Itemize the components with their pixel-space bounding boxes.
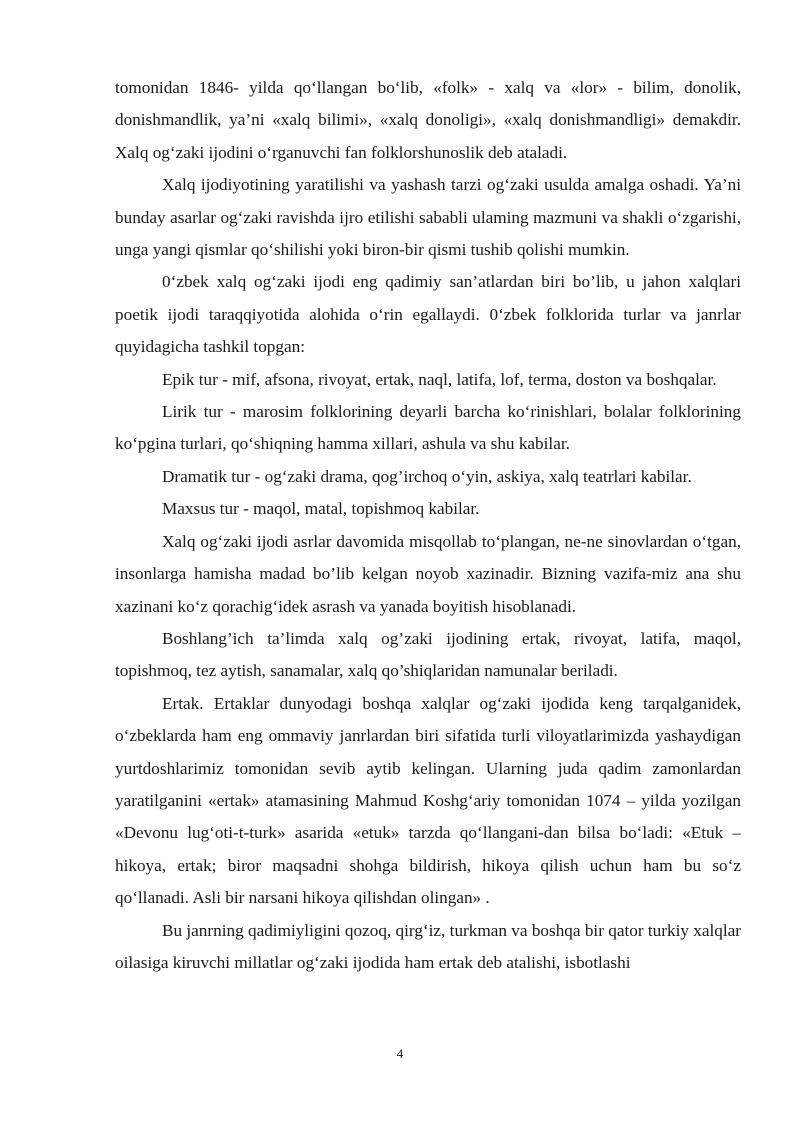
page-number: 4 — [396, 1046, 404, 1061]
paragraph-special-genre: Maxsus tur - maqol, matal, topishmoq kabilar. — [162, 499, 480, 519]
paragraph-continuation: tomonidan 1846- yilda qo‘llangan bo‘lib, «folk» - xalq va «lor» - bilim, donolik, donishmandlik, ya’ni «xalq bilimi», «xalq donoligi», «xalq donishmandligi» demakdir. Xalq og‘zaki ijodini o‘rganuvchi fan folklorshunoslik deb ataladi. — [115, 78, 741, 162]
document-page — [115, 72, 741, 979]
paragraph-primary-education: Boshlang’ich ta’limda xalq og’zaki ijodining ertak, rivoyat, latifa, maqol, topishmoq, tez aytish, sanamalar, xalq qo’shiqlaridan namunalar beriladi. — [115, 628, 741, 681]
paragraph-treasure: Xalq og‘zaki ijodi asrlar davomida misqollab to‘plangan, ne-ne sinovlardan o‘tgan, insonlarga hamisha madad bo’lib kelgan noyob xazinadir. Bizning vazifa-miz ana shu xazinani ko‘z qorachig‘idek asrash va yanada boyitish hisoblanadi. — [115, 531, 741, 616]
paragraph-oral-creation: Xalq ijodiyotining yaratilishi va yashash tarzi og‘zaki usulda amalga oshadi. Ya’ni bunday asarlar og‘zaki ravishda ijro etilishi sababli ulaming mazmuni va shakli o‘zgarishi, unga yangi qismlar qo‘shilishi yoki biron-bir qismi tushib qolishi mumkin. — [115, 175, 741, 260]
paragraph-epic-genre: Epik tur - mif, afsona, rivoyat, ertak, naql, latifa, lof, terma, doston va boshqalar. — [162, 369, 717, 389]
paragraph-dramatic-genre: Dramatik tur - og‘zaki drama, qog’irchoq o‘yin, askiya, xalq teatrlari kabilar. — [162, 466, 692, 486]
paragraph-uzbek-folklore: 0‘zbek xalq og‘zaki ijodi eng qadimiy san’atlardan biri bo’lib, u jahon xalqlari poetik ijodi taraqqiyotida alohida o‘rin egallaydi. 0‘zbek folklorida turlar va janrlar quyidagicha tashkil topgan: — [115, 272, 741, 357]
paragraph-genre-antiquity: Bu janrning qadimiyligini qozoq, qirg‘iz, turkman va boshqa bir qator turkiy xalqlar oilasiga kiruvchi millatlar og‘zaki ijodida ham ertak deb atalishi, isbotlashi — [115, 920, 741, 972]
paragraph-lyric-genre: Lirik tur - marosim folklorining deyarli barcha ko‘rinishlari, bolalar folklorining ko‘pgina turlari, qo‘shiqning hamma xillari, ashula va shu kabilar. — [115, 402, 741, 454]
paragraph-ertak: Ertak. Ertaklar dunyodagi boshqa xalqlar og‘zaki ijodida keng tarqalganidek, o‘zbeklarda ham eng ommaviy janrlardan biri sifatida turli viloyatlarimizda yashaydigan yurtdoshlarimiz tomonidan sevib aytib kelingan. Ularning juda qadim zamonlardan yaratilganini «ertak» atamasining Mahmud Koshg‘ariy tomonidan 1074 – yilda yozilgan «Devonu lug‘oti-t-turk» asarida «etuk» tarzda qo‘llangani-dan bilsa bo‘ladi: «Etuk – hikoya, ertak; biror maqsadni shohga bildirish, hikoya qilish uchun ham bu so‘z qo‘llanadi. Asli bir narsani hikoya qilishdan olingan» . — [115, 693, 741, 908]
